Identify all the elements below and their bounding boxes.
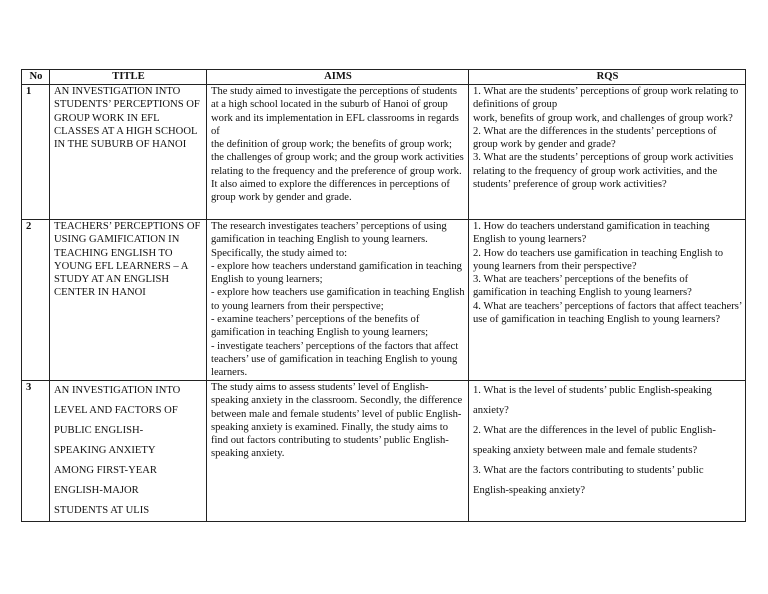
- aims-paragraph: the definition of group work; the benefits of group work; the challenges of group work; and the group work activities relating to the frequency and the preference of group work. It also aimed to explore the differences in perceptions of group work by gender and grade.: [211, 139, 464, 204]
- title-line: ENGLISH-MAJOR: [54, 485, 139, 496]
- study-title: [50, 381, 207, 522]
- rq-item: 3. What are the factors contributing to students’ public English-speaking anxiety?: [473, 465, 704, 496]
- table-header-row: [22, 70, 746, 85]
- research-questions: [469, 220, 746, 381]
- row-number: 3: [22, 381, 50, 522]
- rq-item: 2. How do teachers use gamification in teaching English to young learners from their perspective?: [473, 247, 724, 272]
- rq-item: 3. What are teachers’ perceptions of the benefits of gamification in teaching English to young learners?: [473, 274, 692, 299]
- study-aims: [207, 381, 469, 522]
- aims-bullet: - explore how teachers use gamification in teaching English to young learners from their perspective;: [211, 287, 465, 312]
- row-number: 2: [22, 220, 50, 381]
- aims-paragraph: The study aimed to investigate the perceptions of students at a high school located in the suburb of Hanoi of group work and its implementation in EFL classrooms in regards of: [211, 86, 459, 137]
- study-aims: [207, 220, 469, 381]
- rq-item: work, benefits of group work, and challenges of group work?: [473, 112, 733, 124]
- table-row: [22, 381, 746, 522]
- study-aims: [207, 85, 469, 220]
- research-questions: [469, 381, 746, 522]
- header-no: No: [22, 70, 50, 85]
- title-line: PUBLIC ENGLISH-: [54, 425, 144, 436]
- header-title: TITLE: [50, 70, 207, 85]
- aims-bullet: - examine teachers’ perceptions of the benefits of gamification in teaching English to young learners;: [211, 314, 429, 339]
- aims-paragraph: The study aims to assess students’ level of English-speaking anxiety in the classroom. Secondly, the difference between male and female students’ level of public English-speaking anxiety is examined. Finally, the study aims to find out factors contributing to students’ public English-speaking anxiety.: [211, 382, 463, 460]
- rq-item: 3. What are the students’ perceptions of group work activities relating to the frequency of group work activities, and the students’ preference of group work activities?: [473, 152, 734, 191]
- title-line: STUDENTS AT ULIS: [54, 505, 150, 516]
- header-aims: AIMS: [207, 70, 469, 85]
- table-row: [22, 85, 746, 220]
- header-rqs: RQS: [469, 70, 746, 85]
- aims-bullet: - explore how teachers understand gamification in teaching English to young learners;: [211, 260, 462, 286]
- title-line: SPEAKING ANXIETY: [54, 445, 156, 456]
- aims-paragraph: The research investigates teachers’ perceptions of using gamification in teaching English to young learners. Specifically, the study aimed to:: [211, 221, 447, 259]
- rq-item: 1. What is the level of students’ public English-speaking anxiety?: [473, 385, 712, 416]
- research-table: [21, 69, 746, 522]
- rq-item: 1. How do teachers understand gamification in teaching English to young learners?: [473, 221, 710, 246]
- rq-item: 4. What are teachers’ perceptions of factors that affect teachers’ use of gamification in teaching English to young learners?: [473, 300, 742, 326]
- study-title: TEACHERS’ PERCEPTIONS OF USING GAMIFICATION IN TEACHING ENGLISH TO YOUNG EFL LEARNERS – A STUDY AT AN ENGLISH CENTER IN HANOI: [50, 220, 207, 381]
- study-title: AN INVESTIGATION INTO STUDENTS’ PERCEPTIONS OF GROUP WORK IN EFL CLASSES AT A HIGH SCHOOL IN THE SUBURB OF HANOI: [50, 85, 207, 220]
- rq-item: 2. What are the differences in the students’ perceptions of group work by gender and grade?: [473, 125, 717, 151]
- title-line: AN INVESTIGATION INTO: [54, 385, 181, 396]
- title-line: AMONG FIRST-YEAR: [54, 465, 157, 476]
- rq-item: 2. What are the differences in the level of public English-speaking anxiety between male and female students?: [473, 425, 716, 456]
- table-row: [22, 220, 746, 381]
- title-line: LEVEL AND FACTORS OF: [54, 405, 178, 416]
- research-questions: [469, 85, 746, 220]
- aims-bullet: - investigate teachers’ perceptions of the factors that affect teachers’ use of gamification in teaching English to young learners.: [211, 340, 459, 379]
- rq-item: 1. What are the students’ perceptions of group work relating to definitions of group: [473, 86, 739, 111]
- row-number: 1: [22, 85, 50, 220]
